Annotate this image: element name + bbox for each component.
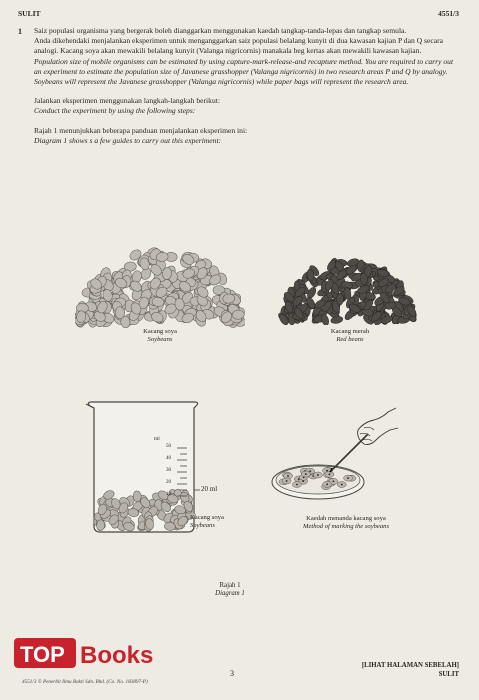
header-sulit: SULIT (18, 9, 41, 18)
question-body (34, 26, 454, 146)
page-number: 3 (230, 669, 234, 678)
beaker-tick-50: 50 (166, 444, 171, 449)
svg-text:TOP: TOP (20, 642, 65, 667)
beaker-soy-label-ms: Kacang soya (190, 514, 224, 521)
redbean-caption (300, 328, 400, 344)
beaker-volume-label: 20 ml (201, 485, 218, 493)
header-paper-code: 4551/3 (438, 9, 459, 18)
beaker-tick-10: 10 (166, 492, 171, 497)
beaker-tick-30: 30 (166, 468, 171, 473)
diagram-title (200, 582, 260, 598)
footer-sulit: SULIT (438, 671, 459, 678)
steps-instruction-ms: Jalankan eksperimen menggunakan langkah-langkah berikut: (34, 96, 220, 106)
marking-caption (286, 515, 406, 531)
question-number: 1 (18, 27, 22, 36)
diagram-intro-en: Diagram 1 shows s a few guides to carry out this experiment: (34, 135, 222, 145)
marking-label-ms: Kaedah menanda kacang soya (306, 515, 386, 522)
beaker-soy-caption (190, 514, 260, 530)
soybean-pile-illustration (75, 238, 245, 328)
next-page-notice: [LIHAT HALAMAN SEBELAH] (361, 662, 459, 669)
task-paragraph-ms: Anda dikehendaki menjalankan eksperimen untuk menganggarkan saiz populasi belalang kunyit di dua kawasan kajian P dan Q secara analogi. Kacang soya akan mewakili belalang kunyit (Valanga nigricornis) manakala beg kertas akan mewakili kawasan kajian. (34, 36, 444, 56)
diagram-intro-ms: Rajah 1 menunjukkan beberapa panduan menjalankan eksperimen ini: (34, 125, 248, 135)
intro-paragraph-ms: Saiz populasi organisma yang bergerak boleh dianggarkan menggunakan kaedah tangkap-tanda-lepas dan tangkap semula. (34, 26, 407, 35)
soybean-label-ms: Kacang soya (143, 328, 177, 335)
redbean-label-ms: Kacang merah (330, 328, 370, 335)
copyright-notice: 4551/3 © Penerbit Ilmu Bakti Sdn. Bhd. (Co. No. 183897-P) (22, 679, 148, 685)
topbooks-logo (14, 636, 180, 672)
svg-text:Books: Books (80, 642, 154, 669)
diagram-title-en: Diagram 1 (215, 590, 245, 597)
beaker-tick-40: 40 (166, 456, 171, 461)
footer-right (362, 661, 459, 679)
redbean-label-en: Red beans (336, 336, 364, 343)
task-paragraph-en: Population size of mobile organisms can be estimated by using capture-mark-release-and recapture method. You are required to carry out an experiment to estimate the population size of Javanese grasshopper (Valanga nigricornis) in two research areas P and Q by analogy. Soybeans will represent the Javanese grasshopper (Valanga nigricornis) while paper bags will represent the research area. (34, 56, 454, 87)
marking-label-en: Method of marking the soybeans (302, 523, 390, 530)
soybean-label-en: Soybeans (147, 336, 173, 343)
redbean-pile-illustration (278, 250, 418, 325)
beaker-soy-label-en: Soybeans (190, 522, 215, 529)
steps-instruction-en: Conduct the experiment by using the following steps: (34, 106, 196, 116)
marking-method-illustration (270, 400, 400, 510)
beaker-tick-20: 20 (166, 480, 171, 485)
diagram-title-ms: Rajah 1 (219, 582, 241, 589)
soybean-caption (110, 328, 210, 344)
beaker-unit-label: ml (154, 436, 160, 442)
